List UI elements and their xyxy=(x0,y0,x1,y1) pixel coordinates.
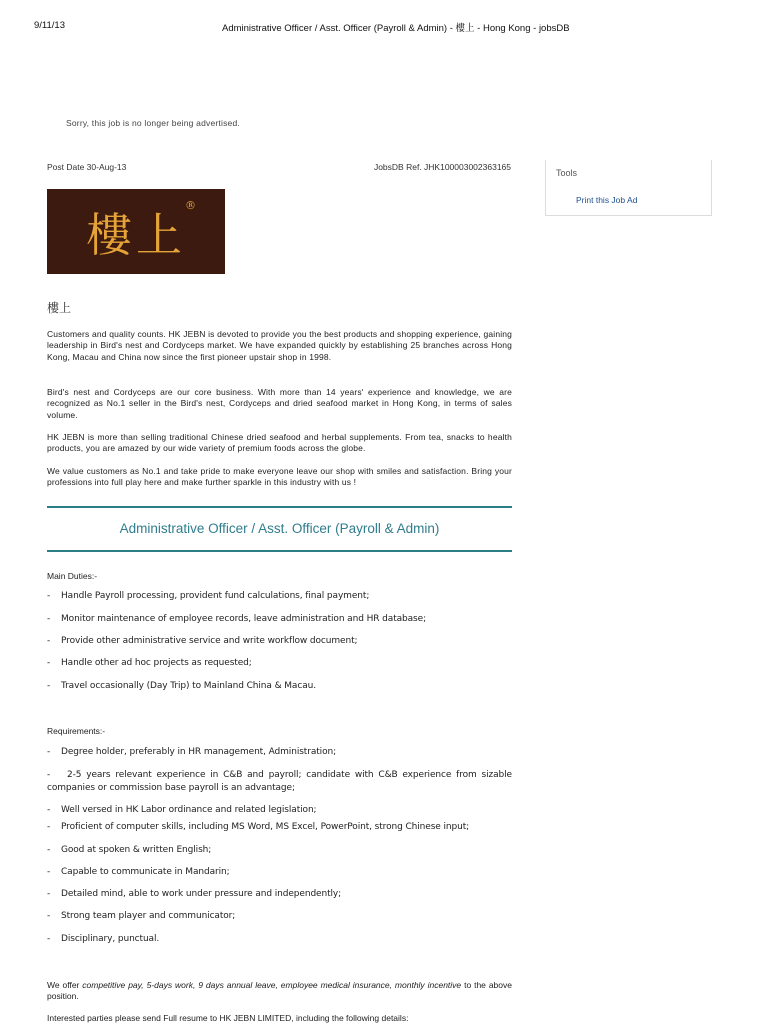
intro-paragraph: Bird's nest and Cordyceps are our core business. With more than 14 years' experience and knowledge, we are recognized as No.1 seller in the Bird's nest, Cordyceps and dried seafood market in Hong Kong, in terms of sales volume. xyxy=(47,387,512,420)
print-header xyxy=(34,20,734,34)
duty-item: - Handle Payroll processing, provident fund calculations, final payment; xyxy=(47,591,370,601)
intro-paragraph: We value customers as No.1 and take pride to make everyone leave our shop with smiles and satisfaction. Bring your professions into full play here and make further sparkle in this industry with us ! xyxy=(47,466,512,488)
duty-item: - Travel occasionally (Day Trip) to Mainland China & Macau. xyxy=(47,681,316,691)
company-logo xyxy=(47,189,225,274)
benefits-statement: We offer competitive pay, 5-days work, 9 days annual leave, employee medical insurance, monthly incentive to the above position. xyxy=(47,980,512,1002)
company-intro-4 xyxy=(47,466,512,489)
requirement-item: - 2-5 years relevant experience in C&B and payroll; candidate with C&B experience from sizable companies or commission base payroll is an advantage; xyxy=(47,770,512,793)
requirement-item: - Degree holder, preferably in HR management, Administration; xyxy=(47,747,337,757)
company-intro-3 xyxy=(47,432,512,455)
registered-mark: ® xyxy=(185,198,200,212)
tools-title: Tools xyxy=(556,168,578,178)
requirement-item: - Proficient of computer skills, including MS Word, MS Excel, PowerPoint, strong Chinese input; xyxy=(47,822,470,832)
company-intro-1 xyxy=(47,329,512,363)
requirement-item: - Strong team player and communicator; xyxy=(47,911,236,921)
requirements-label: Requirements:- xyxy=(47,726,106,736)
company-logo-text xyxy=(86,198,200,265)
duty-item: - Handle other ad hoc projects as requested; xyxy=(47,658,252,668)
intro-paragraph: HK JEBN is more than selling traditional Chinese dried seafood and herbal supplements. From tea, snacks to health products, you are amazed by our wide variety of premium foods across the globe. xyxy=(47,432,512,454)
benefits-list: competitive pay, 5-days work, 9 days annual leave, employee medical insurance, monthly incentive xyxy=(82,980,462,990)
requirement-item: - Well versed in HK Labor ordinance and related legislation; xyxy=(47,805,317,815)
logo-characters: 樓上 xyxy=(86,207,186,262)
application-instructions: Interested parties please send Full resume to HK JEBN LIMITED, including the following details: xyxy=(47,1013,409,1023)
title-divider-top xyxy=(47,506,512,508)
tools-panel xyxy=(545,160,712,216)
intro-paragraph: Customers and quality counts. HK JEBN is devoted to provide you the best products and shopping experience, gaining leadership in Bird's nest and Cordyceps market. We have expanded quickly by establishing 25 branches across Hong Kong, Macau and China now since the first pioneer upstair shop in 1998. xyxy=(47,329,512,362)
duty-item: - Provide other administrative service and write workflow document; xyxy=(47,636,358,646)
jobsdb-reference: JobsDB Ref. JHK100003002363165 xyxy=(373,162,511,172)
requirement-item: - Detailed mind, able to work under pressure and independently; xyxy=(47,889,342,899)
print-page-title: Administrative Officer / Asst. Officer (Payroll & Admin) - 樓上 - Hong Kong - jobsDB xyxy=(222,23,570,34)
title-divider-bottom xyxy=(47,550,512,552)
job-title: Administrative Officer / Asst. Officer (Payroll & Admin) xyxy=(119,521,440,536)
company-intro-2 xyxy=(47,387,512,421)
requirement-item: - Disciplinary, punctual. xyxy=(47,934,160,944)
print-job-ad-link[interactable]: Print this Job Ad xyxy=(576,195,638,205)
duty-item: - Monitor maintenance of employee records, leave administration and HR database; xyxy=(47,614,427,624)
company-name: 樓上 xyxy=(47,301,72,315)
post-date: Post Date 30-Aug-13 xyxy=(47,162,127,172)
print-date: 9/11/13 xyxy=(34,20,65,31)
requirement-item: - Capable to communicate in Mandarin; xyxy=(47,867,230,877)
job-expired-notice: Sorry, this job is no longer being advertised. xyxy=(66,118,240,128)
main-duties-label: Main Duties:- xyxy=(47,571,98,581)
requirement-item: - Good at spoken & written English; xyxy=(47,845,212,855)
